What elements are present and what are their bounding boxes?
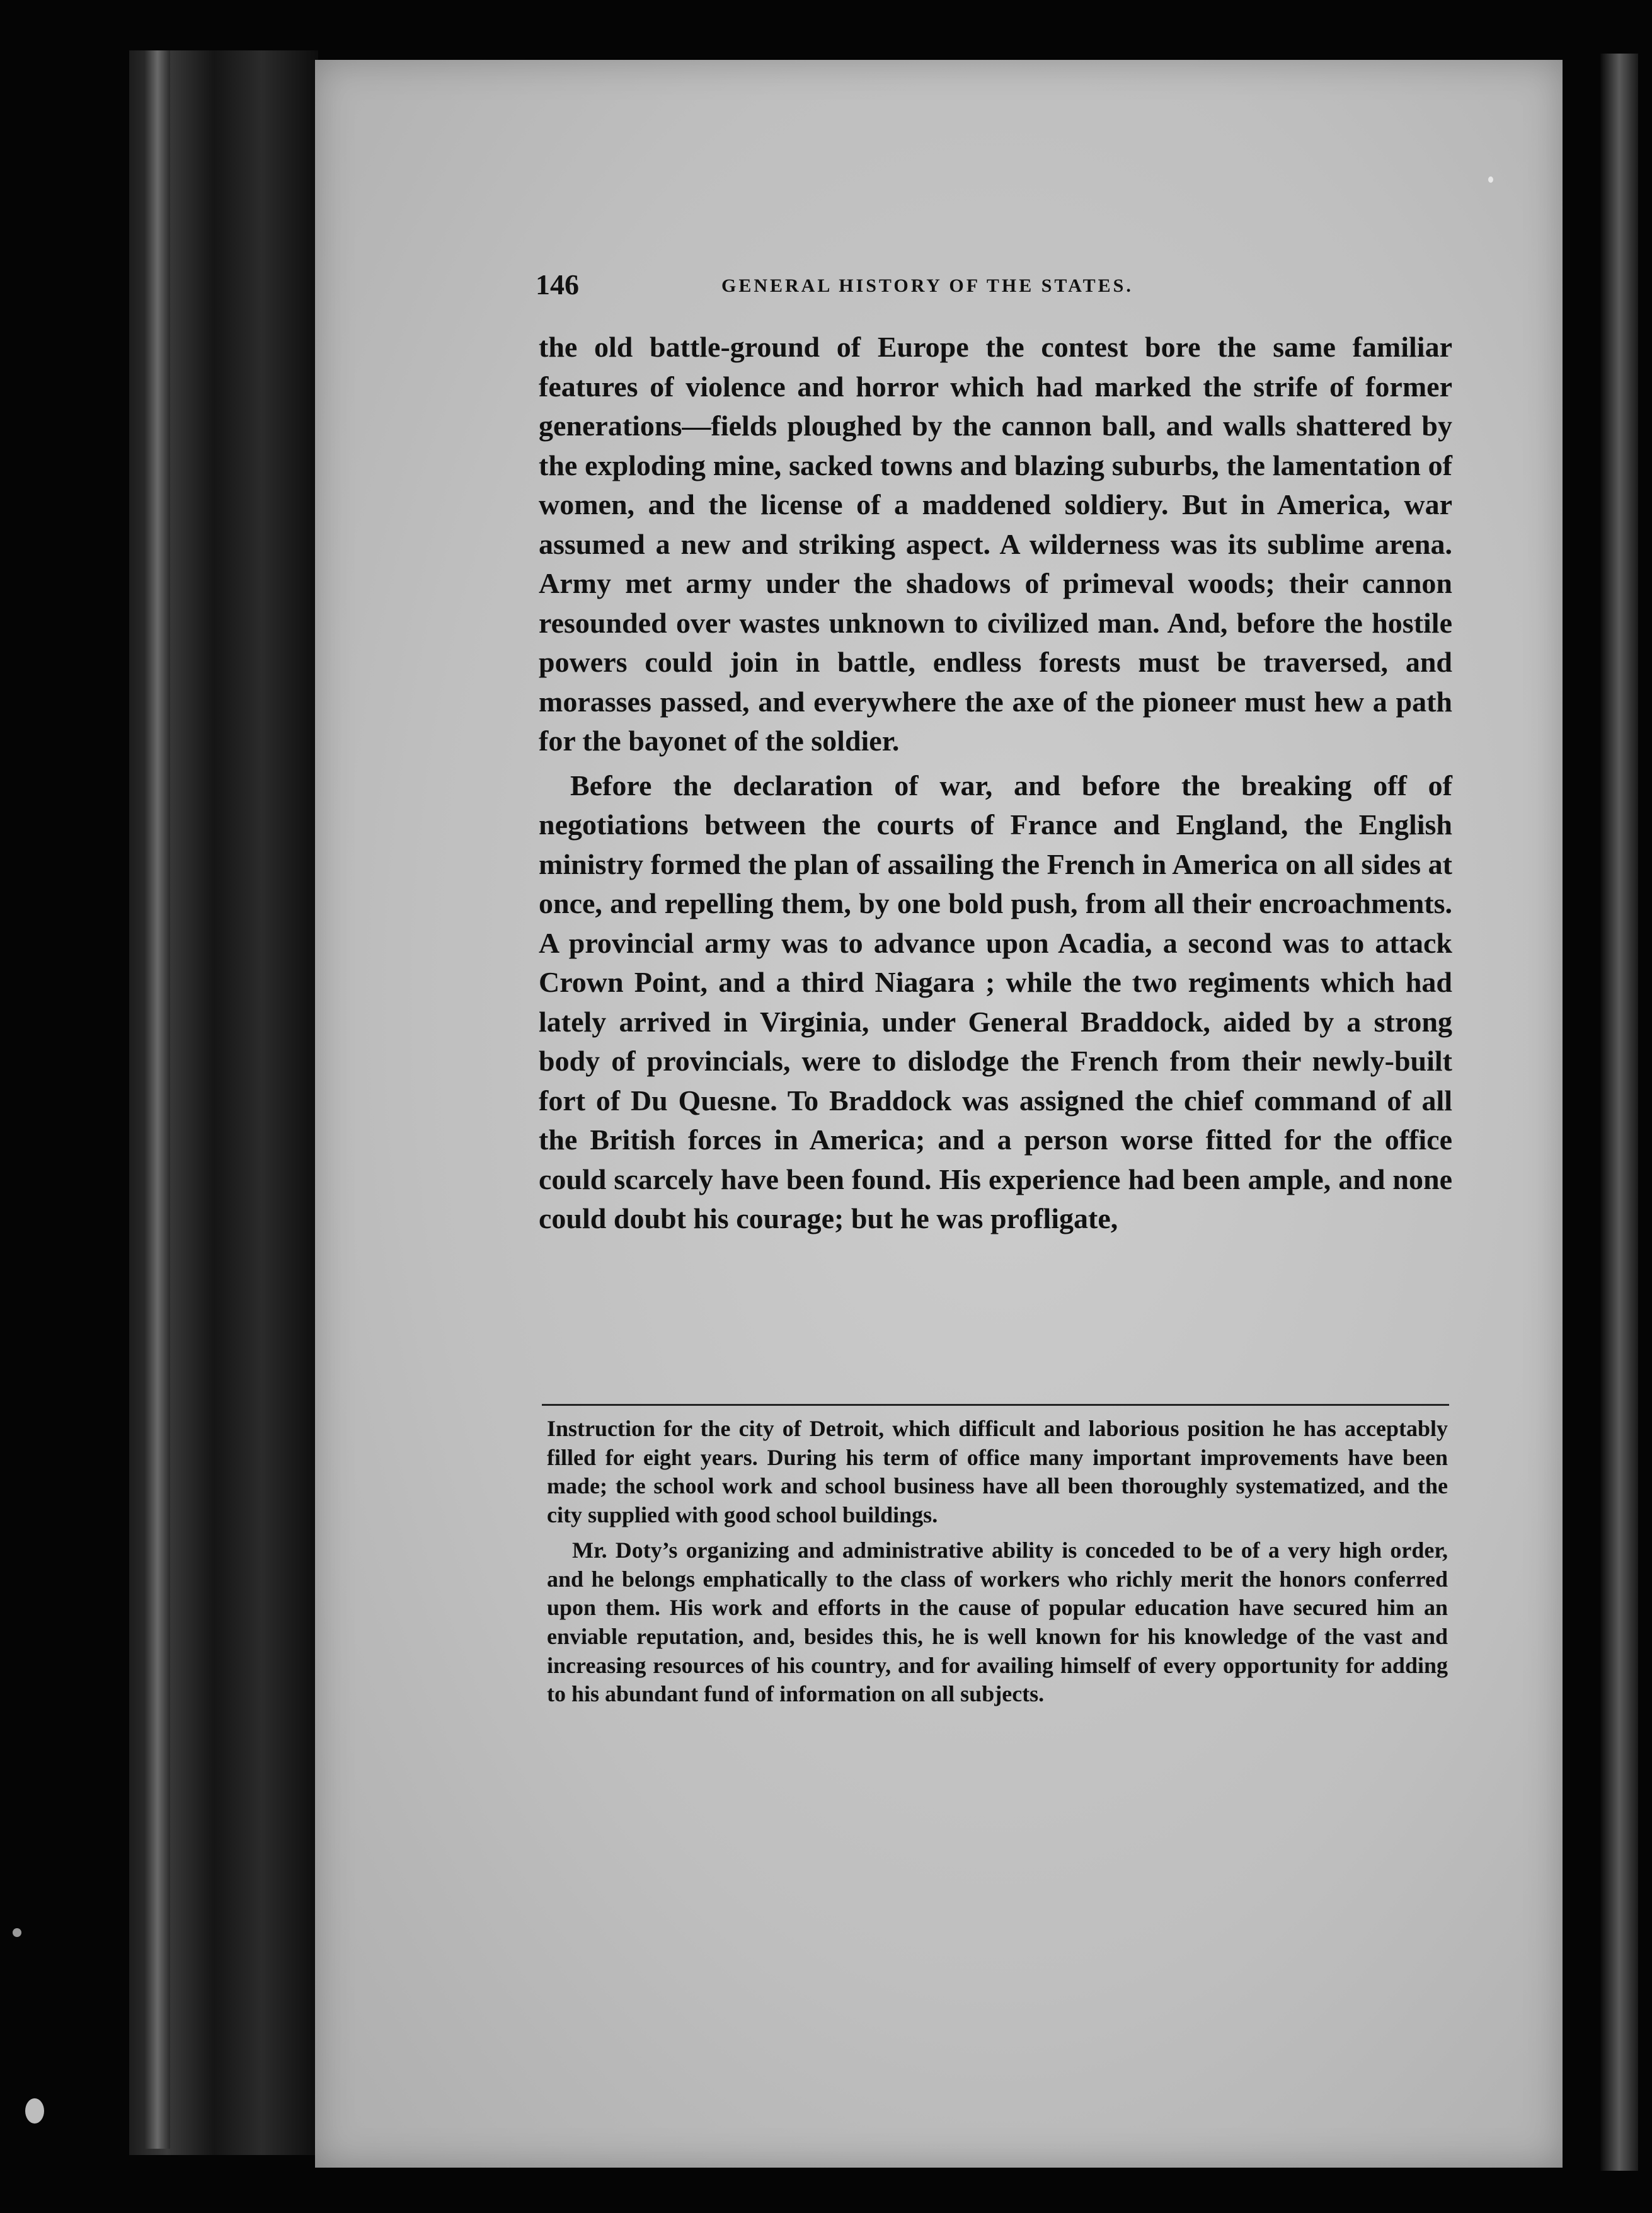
facing-page-edge [1600, 54, 1638, 2171]
main-paragraph-1: the old battle-ground of Europe the contest bore the same familiar features of violence and horror which had marked the strife of former generations—fields ploughed by the cannon ball, and walls shattered by the exploding mine, sacked towns and blazing suburbs, the lamentation of women, and the license of a maddened soldiery. But in America, war assumed a new and striking aspect. A wilderness was its sublime arena. Army met army under the shadows of primeval woods; their cannon resounded over wastes unknown to civilized man. And, before the hostile powers could join in battle, endless forests must be traversed, and morasses passed, and everywhere the axe of the pioneer must hew a path for the bayonet of the soldier. [539, 331, 1452, 757]
main-text-block [539, 328, 1452, 1239]
scan-speck [13, 1928, 21, 1937]
scan-speck [25, 2098, 44, 2124]
footnote-divider [542, 1404, 1449, 1406]
page-header [536, 268, 1544, 306]
main-paragraph-2: Before the declaration of war, and before the breaking off of negotiations between the courts of France and England, the English ministry formed the plan of assailing the French in America on all sides at once, and repelling them, by one bold push, from all their encroachments. A provincial army was to advance upon Acadia, a second was to attack Crown Point, and a third Niagara ; while the two regiments which had lately arrived in Virginia, under General Braddock, aided by a strong body of provincials, were to dislodge the French from their newly-built fort of Du Quesne. To Braddock was assigned the chief command of all the British forces in America; and a person worse fitted for the office could scarcely have been found. His experience had been ample, and none could doubt his courage; but he was profligate, [539, 769, 1452, 1234]
running-head: GENERAL HISTORY OF THE STATES. [721, 275, 1133, 296]
footnote-block [547, 1415, 1448, 1709]
footnote-paragraph-1: Instruction for the city of Detroit, which difficult and laborious position he has acceptably filled for eight years. During his term of office many important improvements have been made; the school work and school business have all been thoroughly systematized, and the city supplied with good school buildings. [547, 1416, 1448, 1528]
footnote-paragraph-2: Mr. Doty’s organizing and administrative ability is conceded to be of a very high order, and he belongs emphatically to the class of workers who richly merit the honors conferred upon them. His work and efforts in the cause of popular education have secured him an enviable reputation, and, besides this, he is well known for his knowledge of the vast and increasing resources of his country, and for availing himself of every opportunity for adding to his abundant fund of information on all subjects. [547, 1537, 1448, 1707]
book-page [315, 60, 1563, 2168]
scan-speck [1488, 176, 1493, 183]
page-number: 146 [536, 268, 579, 301]
book-spine-highlight [145, 50, 170, 2149]
